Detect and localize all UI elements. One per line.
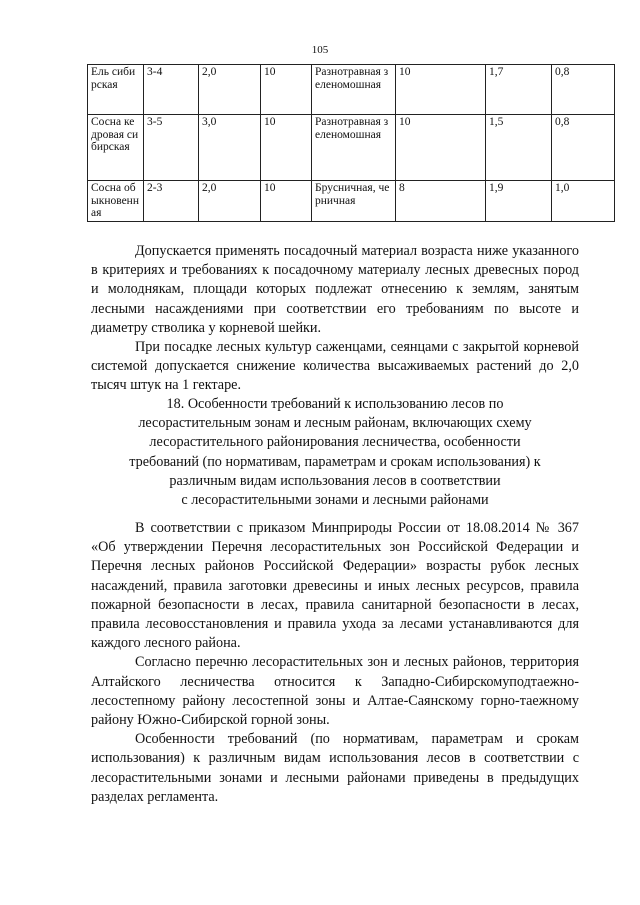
forest-type-cell: Разнотравная зеленомошная: [312, 115, 396, 181]
table-row: [88, 115, 615, 181]
heading-line: 18. Особенности требований к использованию лесов по: [166, 396, 504, 412]
paragraph: Допускается применять посадочный материал возраста ниже указанного в критериях и требованиях к посадочному материалу лесных древесных пород и молоднякам, площади которых подлежат отнесению к землям, занятым лесными насаждениями при соответствии его требованиям по высоте и диаметру стволика у корневой шейки.: [91, 243, 579, 336]
forest-type-cell: Брусничная, черничная: [312, 181, 396, 222]
height-cell: 2,0: [199, 181, 261, 222]
text-block-bottom: [91, 519, 579, 807]
count-cell: 10: [261, 115, 312, 181]
age-cell: 3-5: [144, 115, 199, 181]
section-heading: [91, 395, 579, 510]
height-cell: 2,0: [199, 65, 261, 115]
count-cell: 10: [261, 65, 312, 115]
table-row: [88, 65, 615, 115]
species-cell: Сосна обыкновенная: [88, 181, 144, 222]
height-cell: 3,0: [199, 115, 261, 181]
value-cell: 10: [396, 115, 486, 181]
count-cell: 10: [261, 181, 312, 222]
heading-line: с лесорастительными зонами и лесными районами: [181, 492, 489, 509]
value-cell: 10: [396, 65, 486, 115]
species-cell: Сосна кедровая сибирская: [88, 115, 144, 181]
age-cell: 2-3: [144, 181, 199, 222]
value-cell: 0,8: [552, 115, 615, 181]
heading-line: лесорастительным зонам и лесным районам, включающих схему: [138, 415, 532, 432]
value-cell: 0,8: [552, 65, 615, 115]
age-cell: 3-4: [144, 65, 199, 115]
value-cell: 8: [396, 181, 486, 222]
heading-line: лесорастительного районирования лесничества, особенности: [149, 434, 521, 451]
paragraph: В соответствии с приказом Минприроды России от 18.08.2014 № 367 «Об утверждении Перечня лесорастительных зон Российской Федерации и Перечня лесных районов Российской Федерации» возрасты рубок лесных насаждений, правила заготовки древесины и иных лесных ресурсов, правила пожарной безопасности в лесах, правила санитарной безопасности в лесах, правила лесовосстановления и правила ухода за лесами устанавливаются для каждого лесного района.: [91, 520, 579, 652]
paragraph: При посадке лесных культур саженцами, сеянцами с закрытой корневой системой допускается снижение количества высаживаемых растений до 2,0 тысяч штук на 1 гектаре.: [91, 339, 579, 394]
heading-line: требований (по нормативам, параметрам и срокам использования) к: [129, 453, 541, 470]
paragraph: Согласно перечню лесорастительных зон и лесных районов, территория Алтайского лесничества относится к Западно-Сибирскомуподтаежно-лесостепному району лесостепной зоны и Алтае-Саянскому горно-таежному району Южно-Сибирской горной зоны.: [91, 654, 579, 729]
table-row: [88, 181, 615, 222]
paragraph: Особенности требований (по нормативам, параметрам и срокам использования) к различным видам использования лесов в соответствии с лесорастительными зонами и лесными районами приведены в предыдущих разделах регламента.: [91, 731, 579, 805]
value-cell: 1,9: [486, 181, 552, 222]
value-cell: 1,0: [552, 181, 615, 222]
planting-norms-table: [87, 64, 615, 222]
text-block-top: [91, 242, 579, 396]
species-cell: Ель сибирская: [88, 65, 144, 115]
forest-type-cell: Разнотравная зеленомошная: [312, 65, 396, 115]
heading-line: различным видам использования лесов в соответствии: [169, 472, 501, 489]
page-number: 105: [311, 44, 329, 56]
value-cell: 1,7: [486, 65, 552, 115]
value-cell: 1,5: [486, 115, 552, 181]
